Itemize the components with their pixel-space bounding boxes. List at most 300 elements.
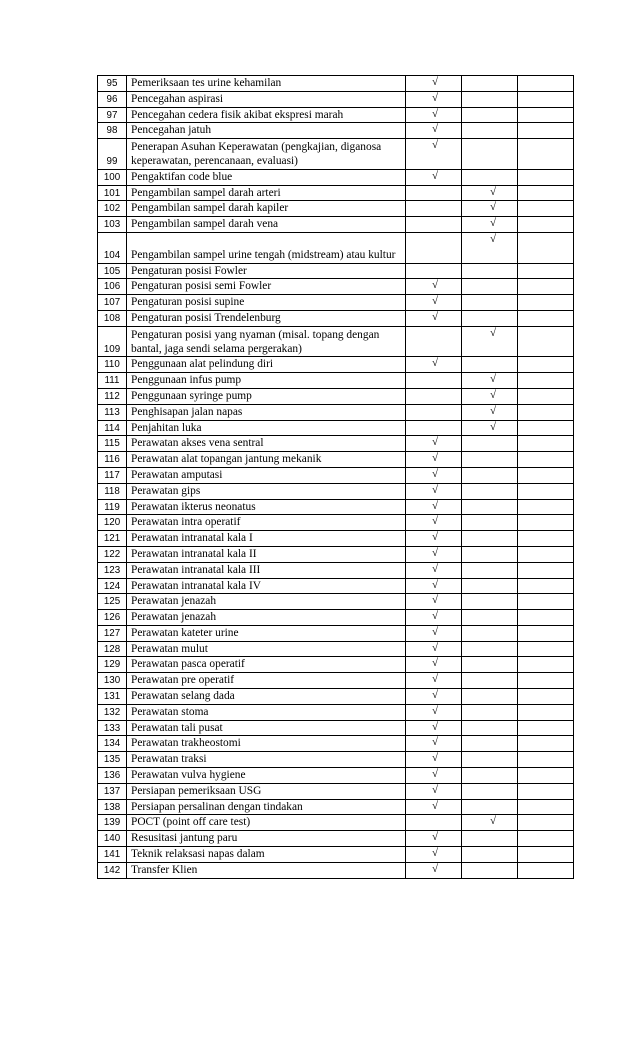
skill-name: Pengaturan posisi supine <box>127 295 406 311</box>
check-mark: √ <box>432 720 439 733</box>
skill-name: Persiapan pemeriksaan USG <box>127 783 406 799</box>
table-row <box>98 232 574 263</box>
table-row <box>98 578 574 594</box>
row-number: 137 <box>98 783 127 799</box>
skill-name: Perawatan trakheostomi <box>127 736 406 752</box>
check-cell-2 <box>462 515 518 531</box>
skill-name: Pengaktifan code blue <box>127 169 406 185</box>
check-cell-3 <box>518 139 574 170</box>
check-cell-2 <box>462 531 518 547</box>
skill-name: Pengaturan posisi semi Fowler <box>127 279 406 295</box>
check-cell-3 <box>518 107 574 123</box>
check-cell-2 <box>462 123 518 139</box>
check-cell-2 <box>462 815 518 831</box>
check-cell-1 <box>406 783 462 799</box>
check-cell-2 <box>462 201 518 217</box>
row-number: 106 <box>98 279 127 295</box>
row-number: 100 <box>98 169 127 185</box>
row-number: 102 <box>98 201 127 217</box>
check-cell-1 <box>406 594 462 610</box>
check-cell-1 <box>406 263 462 279</box>
skill-name: Penggunaan syringe pump <box>127 388 406 404</box>
check-mark: √ <box>432 594 439 607</box>
row-number: 116 <box>98 452 127 468</box>
check-cell-1 <box>406 720 462 736</box>
row-number: 105 <box>98 263 127 279</box>
row-number: 133 <box>98 720 127 736</box>
table-row <box>98 295 574 311</box>
table-row <box>98 720 574 736</box>
skill-name: Pencegahan aspirasi <box>127 91 406 107</box>
check-cell-2 <box>462 404 518 420</box>
table-row <box>98 91 574 107</box>
skill-name: Pengaturan posisi Fowler <box>127 263 406 279</box>
table-row <box>98 673 574 689</box>
check-cell-3 <box>518 373 574 389</box>
check-cell-1 <box>406 295 462 311</box>
check-cell-3 <box>518 217 574 233</box>
skill-name: Pengambilan sampel urine tengah (midstream) atau kultur <box>127 232 406 263</box>
check-mark: √ <box>490 815 497 828</box>
row-number: 117 <box>98 467 127 483</box>
check-cell-1 <box>406 310 462 326</box>
check-cell-3 <box>518 531 574 547</box>
check-cell-3 <box>518 76 574 92</box>
check-mark: √ <box>432 783 439 796</box>
check-cell-2 <box>462 862 518 878</box>
check-mark: √ <box>432 467 439 480</box>
skill-name: Perawatan amputasi <box>127 467 406 483</box>
check-mark: √ <box>490 388 497 401</box>
check-cell-3 <box>518 515 574 531</box>
table-row <box>98 625 574 641</box>
check-cell-3 <box>518 594 574 610</box>
check-mark: √ <box>432 673 439 686</box>
row-number: 127 <box>98 625 127 641</box>
skill-name: Perawatan alat topangan jantung mekanik <box>127 452 406 468</box>
row-number: 114 <box>98 420 127 436</box>
check-cell-1 <box>406 515 462 531</box>
check-cell-1 <box>406 123 462 139</box>
check-cell-1 <box>406 641 462 657</box>
check-cell-3 <box>518 499 574 515</box>
check-cell-2 <box>462 295 518 311</box>
check-mark: √ <box>432 799 439 812</box>
check-cell-3 <box>518 736 574 752</box>
check-cell-2 <box>462 139 518 170</box>
check-cell-3 <box>518 201 574 217</box>
skill-name: Pengambilan sampel darah arteri <box>127 185 406 201</box>
check-cell-1 <box>406 279 462 295</box>
check-cell-3 <box>518 452 574 468</box>
skill-name: Pengaturan posisi yang nyaman (misal. topang dengan bantal, jaga sendi selama pergerakan) <box>127 326 406 357</box>
check-mark: √ <box>432 610 439 623</box>
skill-name: Pemeriksaan tes urine kehamilan <box>127 76 406 92</box>
row-number: 112 <box>98 388 127 404</box>
check-cell-2 <box>462 657 518 673</box>
table-row <box>98 799 574 815</box>
check-cell-3 <box>518 169 574 185</box>
check-cell-2 <box>462 673 518 689</box>
check-cell-1 <box>406 326 462 357</box>
check-mark: √ <box>432 515 439 528</box>
row-number: 119 <box>98 499 127 515</box>
check-mark: √ <box>432 483 439 496</box>
check-cell-2 <box>462 578 518 594</box>
skill-name: Resusitasi jantung paru <box>127 831 406 847</box>
check-cell-3 <box>518 610 574 626</box>
check-cell-2 <box>462 546 518 562</box>
check-cell-1 <box>406 483 462 499</box>
check-cell-2 <box>462 76 518 92</box>
check-cell-2 <box>462 783 518 799</box>
table-row <box>98 467 574 483</box>
check-cell-3 <box>518 625 574 641</box>
skill-name: Teknik relaksasi napas dalam <box>127 847 406 863</box>
skill-name: Pencegahan cedera fisik akibat ekspresi marah <box>127 107 406 123</box>
skill-name: Transfer Klien <box>127 862 406 878</box>
check-cell-1 <box>406 467 462 483</box>
check-cell-1 <box>406 704 462 720</box>
skill-name: Penjahitan luka <box>127 420 406 436</box>
check-mark: √ <box>490 326 497 339</box>
check-cell-3 <box>518 578 574 594</box>
skill-name: Penggunaan alat pelindung diri <box>127 357 406 373</box>
table-row <box>98 641 574 657</box>
check-mark: √ <box>432 689 439 702</box>
row-number: 121 <box>98 531 127 547</box>
check-cell-3 <box>518 704 574 720</box>
check-cell-1 <box>406 373 462 389</box>
check-cell-2 <box>462 847 518 863</box>
check-cell-1 <box>406 404 462 420</box>
check-mark: √ <box>432 578 439 591</box>
check-cell-2 <box>462 326 518 357</box>
check-cell-3 <box>518 657 574 673</box>
check-mark: √ <box>432 862 439 875</box>
table-row <box>98 436 574 452</box>
table-row <box>98 139 574 170</box>
skill-name: Perawatan jenazah <box>127 594 406 610</box>
row-number: 141 <box>98 847 127 863</box>
check-cell-3 <box>518 420 574 436</box>
row-number: 129 <box>98 657 127 673</box>
check-cell-3 <box>518 783 574 799</box>
check-cell-1 <box>406 610 462 626</box>
row-number: 138 <box>98 799 127 815</box>
check-cell-2 <box>462 169 518 185</box>
check-cell-1 <box>406 799 462 815</box>
check-mark: √ <box>432 641 439 654</box>
table-row <box>98 531 574 547</box>
row-number: 108 <box>98 310 127 326</box>
check-cell-1 <box>406 562 462 578</box>
check-cell-2 <box>462 388 518 404</box>
row-number: 120 <box>98 515 127 531</box>
table-row <box>98 546 574 562</box>
skill-name: Penerapan Asuhan Keperawatan (pengkajian, diganosa keperawatan, perencanaan, evaluasi) <box>127 139 406 170</box>
skill-name: Perawatan kateter urine <box>127 625 406 641</box>
row-number: 130 <box>98 673 127 689</box>
check-cell-2 <box>462 610 518 626</box>
check-mark: √ <box>490 404 497 417</box>
check-cell-1 <box>406 420 462 436</box>
table-row <box>98 689 574 705</box>
row-number: 139 <box>98 815 127 831</box>
table-row <box>98 736 574 752</box>
skill-name: Perawatan pre operatif <box>127 673 406 689</box>
check-mark: √ <box>432 657 439 670</box>
check-cell-3 <box>518 768 574 784</box>
table-row <box>98 185 574 201</box>
row-number: 95 <box>98 76 127 92</box>
check-cell-2 <box>462 736 518 752</box>
table-row <box>98 420 574 436</box>
row-number: 110 <box>98 357 127 373</box>
check-cell-2 <box>462 467 518 483</box>
check-cell-1 <box>406 815 462 831</box>
table-row <box>98 515 574 531</box>
row-number: 97 <box>98 107 127 123</box>
check-cell-2 <box>462 594 518 610</box>
row-number: 122 <box>98 546 127 562</box>
table-row <box>98 847 574 863</box>
row-number: 101 <box>98 185 127 201</box>
check-cell-2 <box>462 310 518 326</box>
check-cell-3 <box>518 847 574 863</box>
check-cell-2 <box>462 641 518 657</box>
check-cell-3 <box>518 123 574 139</box>
table-row <box>98 657 574 673</box>
check-cell-3 <box>518 831 574 847</box>
check-cell-2 <box>462 499 518 515</box>
row-number: 111 <box>98 373 127 389</box>
table-row <box>98 862 574 878</box>
check-cell-2 <box>462 217 518 233</box>
check-cell-3 <box>518 295 574 311</box>
check-cell-3 <box>518 326 574 357</box>
check-cell-3 <box>518 91 574 107</box>
check-mark: √ <box>432 357 439 370</box>
check-cell-1 <box>406 232 462 263</box>
table-row <box>98 107 574 123</box>
check-cell-3 <box>518 232 574 263</box>
row-number: 113 <box>98 404 127 420</box>
table-row <box>98 499 574 515</box>
check-cell-3 <box>518 279 574 295</box>
check-cell-1 <box>406 546 462 562</box>
check-cell-2 <box>462 483 518 499</box>
check-mark: √ <box>490 420 497 433</box>
table-row <box>98 263 574 279</box>
skill-name: Perawatan pasca operatif <box>127 657 406 673</box>
check-mark: √ <box>432 295 439 308</box>
check-cell-2 <box>462 625 518 641</box>
row-number: 140 <box>98 831 127 847</box>
skill-name: Perawatan intranatal kala II <box>127 546 406 562</box>
check-cell-2 <box>462 279 518 295</box>
row-number: 98 <box>98 123 127 139</box>
check-cell-3 <box>518 815 574 831</box>
row-number: 131 <box>98 689 127 705</box>
check-mark: √ <box>432 452 439 465</box>
table-row <box>98 373 574 389</box>
row-number: 123 <box>98 562 127 578</box>
check-cell-1 <box>406 357 462 373</box>
check-mark: √ <box>432 704 439 717</box>
skill-name: Perawatan tali pusat <box>127 720 406 736</box>
check-cell-1 <box>406 673 462 689</box>
skill-name: Perawatan jenazah <box>127 610 406 626</box>
check-cell-1 <box>406 689 462 705</box>
skill-name: Perawatan traksi <box>127 752 406 768</box>
table-row <box>98 594 574 610</box>
table-row <box>98 783 574 799</box>
table-row <box>98 326 574 357</box>
check-cell-1 <box>406 831 462 847</box>
check-cell-3 <box>518 546 574 562</box>
table-row <box>98 562 574 578</box>
check-cell-3 <box>518 673 574 689</box>
row-number: 134 <box>98 736 127 752</box>
check-cell-1 <box>406 388 462 404</box>
check-cell-2 <box>462 752 518 768</box>
check-cell-1 <box>406 657 462 673</box>
check-cell-1 <box>406 139 462 170</box>
check-mark: √ <box>490 232 497 245</box>
skill-name: Pengambilan sampel darah vena <box>127 217 406 233</box>
check-mark: √ <box>432 91 439 104</box>
skill-name: Pencegahan jatuh <box>127 123 406 139</box>
check-cell-2 <box>462 91 518 107</box>
skill-name: Penggunaan infus pump <box>127 373 406 389</box>
check-cell-1 <box>406 531 462 547</box>
skill-name: Perawatan stoma <box>127 704 406 720</box>
check-cell-1 <box>406 185 462 201</box>
check-cell-1 <box>406 578 462 594</box>
skill-name: Perawatan ikterus neonatus <box>127 499 406 515</box>
check-cell-2 <box>462 562 518 578</box>
check-cell-1 <box>406 752 462 768</box>
table-row <box>98 357 574 373</box>
row-number: 118 <box>98 483 127 499</box>
check-cell-1 <box>406 768 462 784</box>
check-cell-1 <box>406 201 462 217</box>
row-number: 126 <box>98 610 127 626</box>
skills-table <box>97 75 574 879</box>
check-mark: √ <box>432 76 439 88</box>
check-cell-2 <box>462 107 518 123</box>
skill-name: Perawatan akses vena sentral <box>127 436 406 452</box>
table-row <box>98 815 574 831</box>
row-number: 109 <box>98 326 127 357</box>
check-mark: √ <box>432 310 439 323</box>
table-row <box>98 201 574 217</box>
table-row <box>98 169 574 185</box>
check-cell-3 <box>518 310 574 326</box>
check-mark: √ <box>432 139 439 152</box>
check-mark: √ <box>432 531 439 544</box>
check-cell-1 <box>406 217 462 233</box>
skill-name: Perawatan intranatal kala I <box>127 531 406 547</box>
skill-name: Perawatan intranatal kala III <box>127 562 406 578</box>
check-cell-3 <box>518 752 574 768</box>
check-cell-1 <box>406 862 462 878</box>
check-cell-3 <box>518 357 574 373</box>
table-row <box>98 123 574 139</box>
check-cell-1 <box>406 452 462 468</box>
check-cell-2 <box>462 799 518 815</box>
check-mark: √ <box>490 185 497 198</box>
check-cell-3 <box>518 799 574 815</box>
check-cell-1 <box>406 76 462 92</box>
table-row <box>98 704 574 720</box>
check-cell-3 <box>518 185 574 201</box>
check-cell-2 <box>462 185 518 201</box>
check-mark: √ <box>490 217 497 230</box>
check-mark: √ <box>432 279 439 292</box>
row-number: 107 <box>98 295 127 311</box>
check-cell-2 <box>462 232 518 263</box>
check-cell-3 <box>518 388 574 404</box>
check-cell-2 <box>462 373 518 389</box>
check-cell-3 <box>518 641 574 657</box>
skill-name: Persiapan persalinan dengan tindakan <box>127 799 406 815</box>
row-number: 128 <box>98 641 127 657</box>
skill-name: Pengambilan sampel darah kapiler <box>127 201 406 217</box>
skill-name: Perawatan intra operatif <box>127 515 406 531</box>
table-row <box>98 388 574 404</box>
check-cell-3 <box>518 404 574 420</box>
table-row <box>98 452 574 468</box>
check-cell-3 <box>518 720 574 736</box>
table-row <box>98 404 574 420</box>
check-cell-1 <box>406 436 462 452</box>
check-cell-2 <box>462 831 518 847</box>
check-cell-2 <box>462 704 518 720</box>
check-mark: √ <box>432 625 439 638</box>
row-number: 135 <box>98 752 127 768</box>
check-mark: √ <box>432 847 439 860</box>
skill-name: POCT (point off care test) <box>127 815 406 831</box>
skill-name: Penghisapan jalan napas <box>127 404 406 420</box>
skill-name: Perawatan selang dada <box>127 689 406 705</box>
check-mark: √ <box>432 831 439 844</box>
check-mark: √ <box>490 201 497 214</box>
check-mark: √ <box>432 107 439 120</box>
check-mark: √ <box>432 499 439 512</box>
check-cell-1 <box>406 847 462 863</box>
table-row <box>98 831 574 847</box>
skill-name: Perawatan vulva hygiene <box>127 768 406 784</box>
check-cell-2 <box>462 452 518 468</box>
check-cell-3 <box>518 689 574 705</box>
check-mark: √ <box>432 736 439 749</box>
check-cell-1 <box>406 499 462 515</box>
table-row <box>98 76 574 92</box>
check-cell-3 <box>518 562 574 578</box>
table-row <box>98 610 574 626</box>
check-cell-3 <box>518 483 574 499</box>
check-cell-2 <box>462 689 518 705</box>
row-number: 96 <box>98 91 127 107</box>
check-cell-1 <box>406 625 462 641</box>
skill-name: Pengaturan posisi Trendelenburg <box>127 310 406 326</box>
row-number: 99 <box>98 139 127 170</box>
skill-name: Perawatan mulut <box>127 641 406 657</box>
check-cell-3 <box>518 263 574 279</box>
table-row <box>98 217 574 233</box>
